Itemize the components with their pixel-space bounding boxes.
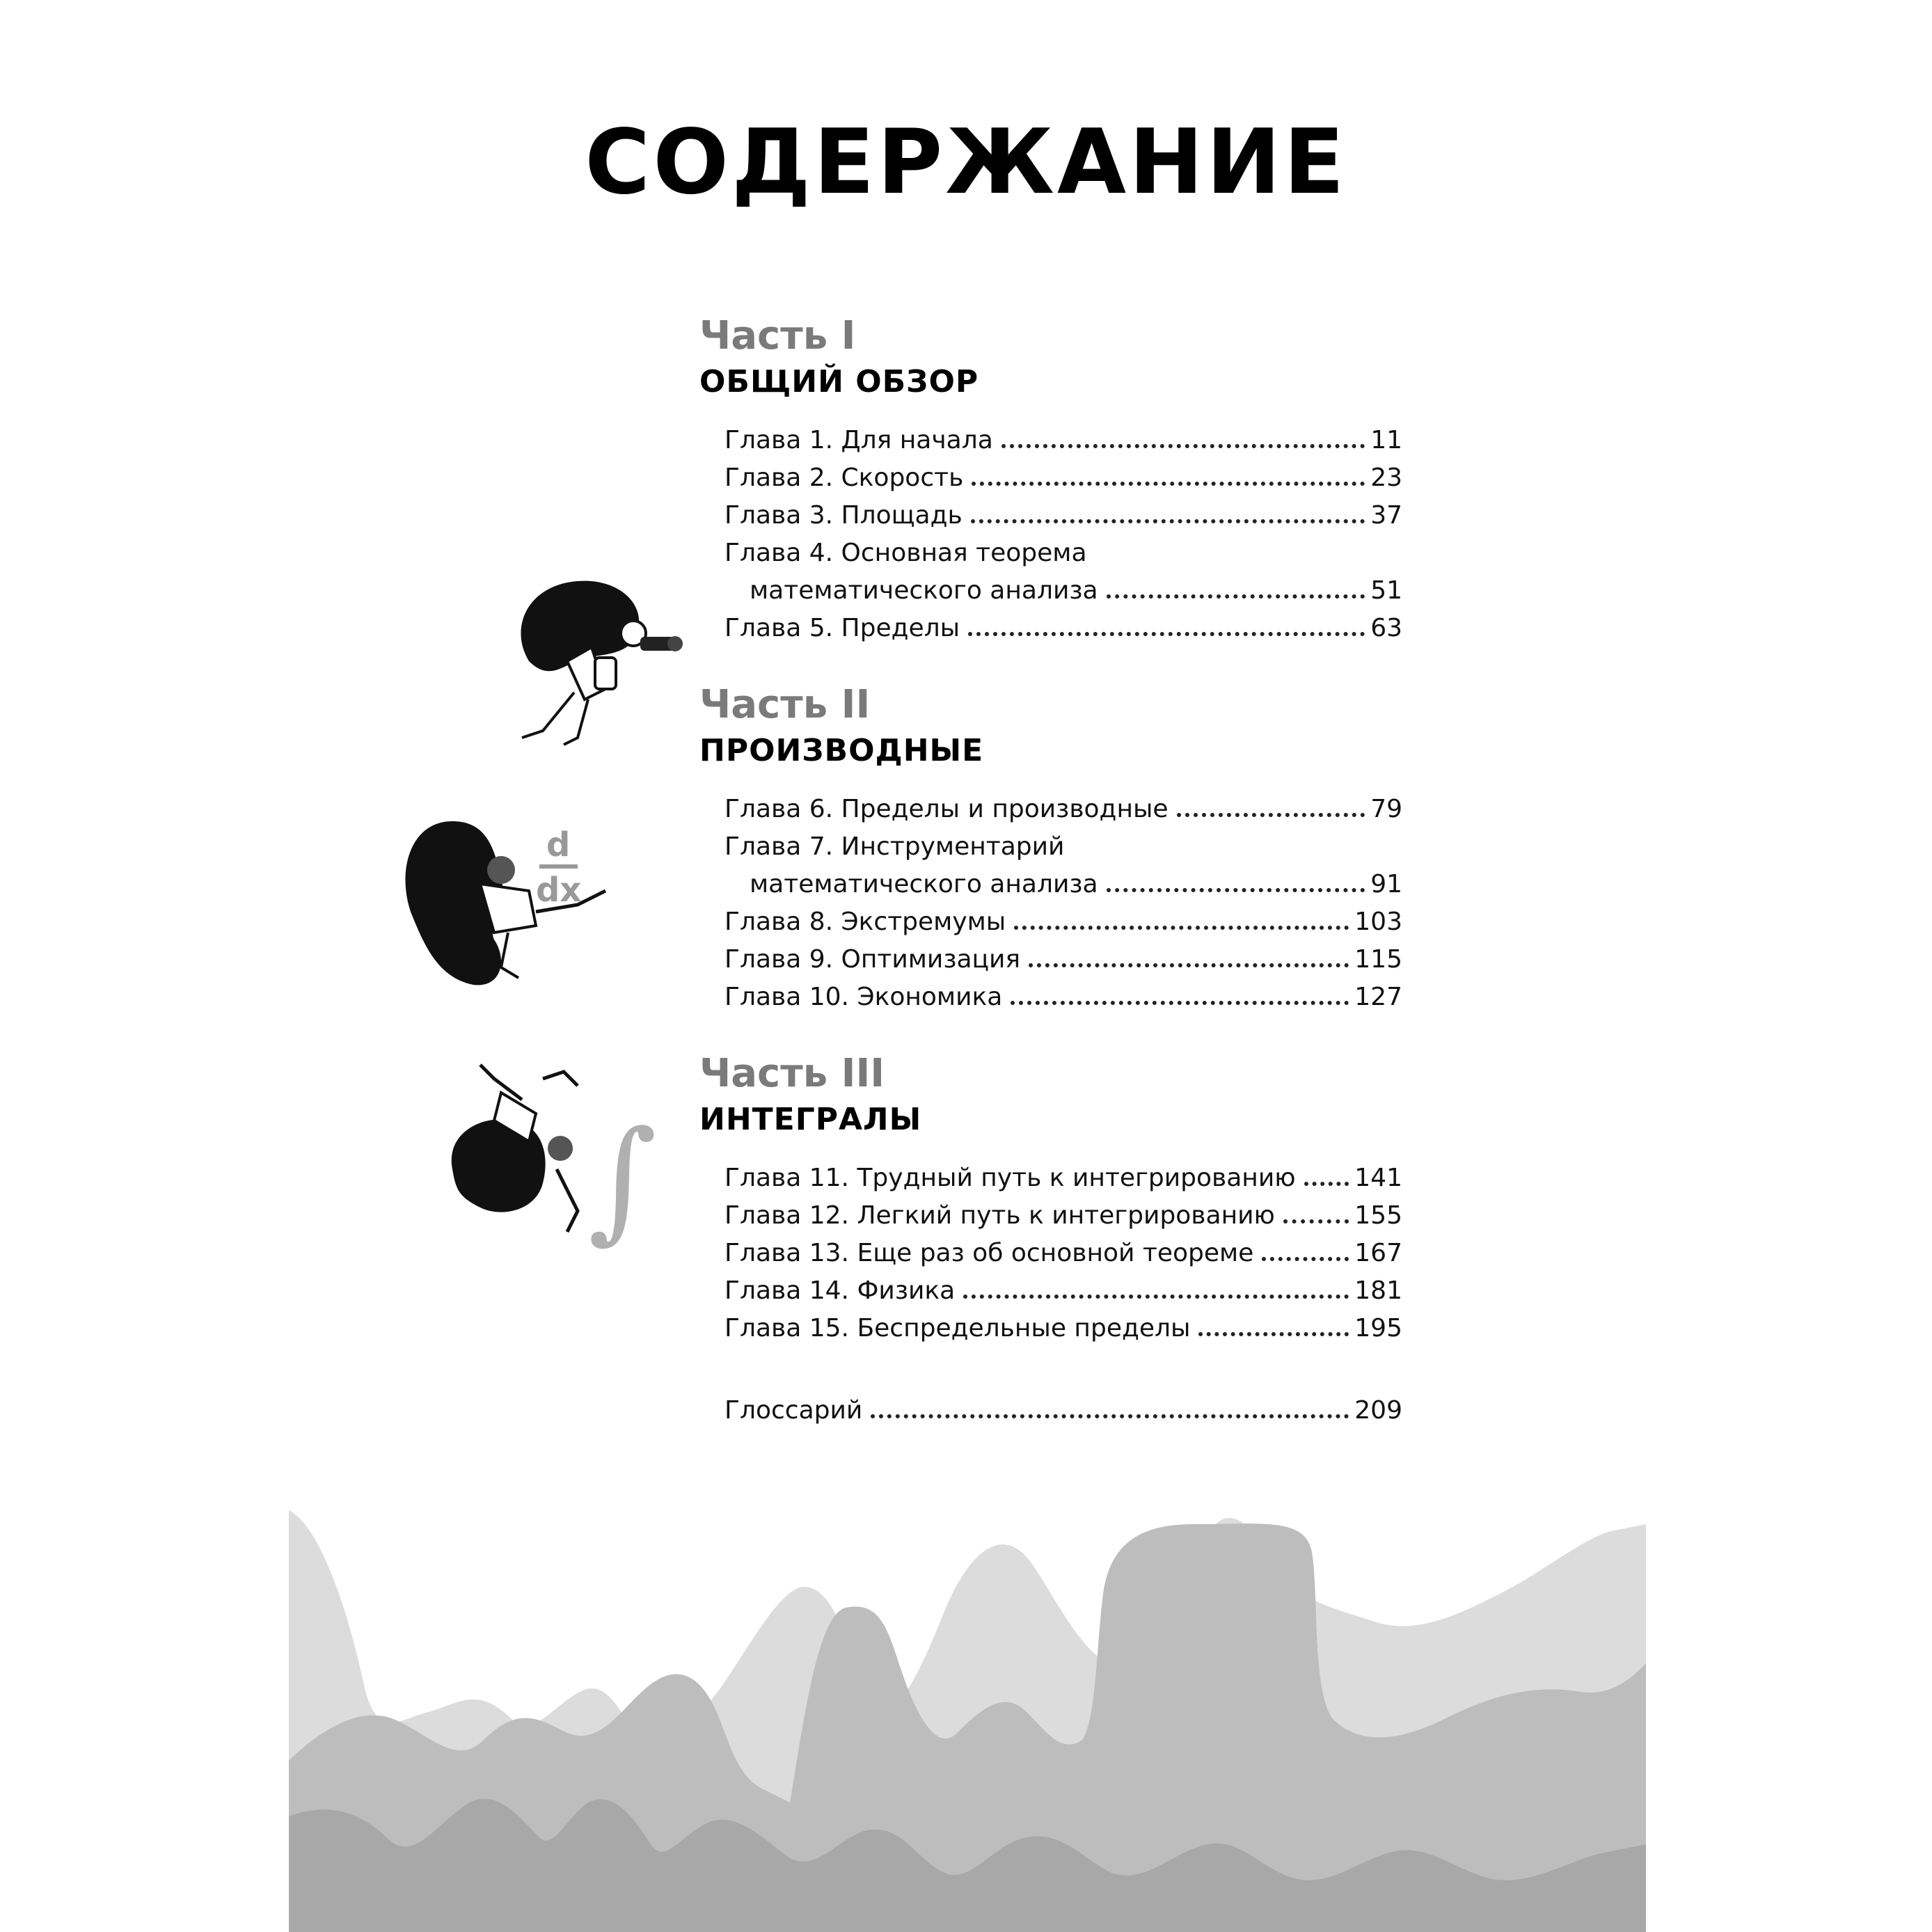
page-number: 103 bbox=[1354, 908, 1402, 936]
chapter-title: Глава 14. Физика bbox=[724, 1276, 956, 1305]
chapter-title: Глава 15. Беспредельные пределы bbox=[724, 1314, 1191, 1343]
part-title: ОБЩИЙ ОБЗОР bbox=[699, 364, 979, 399]
part-block-3 bbox=[699, 1051, 1402, 1343]
part-block-1 bbox=[699, 313, 1402, 642]
dot-leader bbox=[871, 1414, 1349, 1418]
part-label: Часть II bbox=[699, 682, 871, 727]
page-number: 167 bbox=[1354, 1239, 1402, 1267]
part-label: Часть I bbox=[699, 313, 856, 358]
toc-entry[interactable] bbox=[724, 1153, 1402, 1191]
integral-symbol: ∫ bbox=[588, 1102, 657, 1253]
toc-entry[interactable] bbox=[724, 1266, 1402, 1304]
toc-entry[interactable] bbox=[724, 453, 1402, 491]
toc-entry-multiline[interactable] bbox=[724, 822, 1402, 897]
toc-entry[interactable] bbox=[724, 1304, 1402, 1341]
chapter-title: Глава 2. Скорость bbox=[724, 464, 964, 492]
derivative-symbol-bottom: dx bbox=[536, 871, 582, 910]
chapter-title: Глава 12. Легкий путь к интегрированию bbox=[724, 1201, 1275, 1230]
page-number: 155 bbox=[1354, 1201, 1402, 1230]
chapter-title: Глава 1. Для начала bbox=[724, 426, 993, 454]
chapter-title: Глава 4. Основная теорема bbox=[724, 539, 1087, 567]
chapter-title: Глава 5. Пределы bbox=[724, 614, 960, 642]
dot-leader bbox=[1011, 1001, 1349, 1005]
page-number: 127 bbox=[1354, 983, 1402, 1011]
character-derivative-illustration bbox=[397, 814, 626, 995]
toc-entry[interactable] bbox=[724, 784, 1402, 822]
dot-leader bbox=[1198, 1332, 1349, 1336]
dot-leader bbox=[1107, 888, 1365, 892]
dot-leader bbox=[1262, 1257, 1349, 1261]
glossary-title: Глоссарий bbox=[724, 1396, 863, 1425]
dot-leader bbox=[1001, 444, 1365, 448]
chapter-title-continued: математического анализа bbox=[750, 870, 1098, 898]
derivative-symbol-top: d bbox=[546, 825, 571, 864]
page-number: 181 bbox=[1354, 1276, 1402, 1305]
chapter-list bbox=[724, 415, 1402, 641]
chapter-title: Глава 8. Экстремумы bbox=[724, 908, 1006, 936]
page-number: 37 bbox=[1370, 501, 1402, 530]
dot-leader bbox=[1029, 963, 1349, 967]
toc-entry[interactable] bbox=[724, 603, 1402, 641]
part-title: ИНТЕГРАЛЫ bbox=[699, 1102, 922, 1137]
page-number: 79 bbox=[1370, 795, 1402, 823]
toc-entry[interactable] bbox=[724, 415, 1402, 453]
toc-entry[interactable] bbox=[724, 1191, 1402, 1228]
toc-entry[interactable] bbox=[724, 491, 1402, 528]
page-number: 195 bbox=[1354, 1314, 1402, 1343]
page-number: 23 bbox=[1370, 464, 1402, 492]
chapter-title: Глава 10. Экономика bbox=[724, 983, 1003, 1011]
dot-leader bbox=[1177, 813, 1365, 817]
toc-entry-glossary[interactable] bbox=[724, 1386, 1402, 1423]
dot-leader bbox=[971, 519, 1365, 523]
toc-entry[interactable] bbox=[724, 935, 1402, 972]
toc-entry[interactable] bbox=[724, 897, 1402, 935]
part-block-2 bbox=[699, 682, 1402, 1011]
page-number: 141 bbox=[1354, 1164, 1402, 1192]
character-explorer-illustration bbox=[501, 571, 710, 752]
decorative-mountains bbox=[289, 1510, 1646, 1932]
dot-leader bbox=[972, 482, 1365, 486]
toc-entry[interactable] bbox=[724, 1228, 1402, 1266]
page-number: 11 bbox=[1370, 426, 1402, 454]
chapter-title: Глава 3. Площадь bbox=[724, 501, 963, 530]
page-number: 91 bbox=[1370, 870, 1402, 898]
dot-leader bbox=[1283, 1219, 1349, 1224]
toc-entry[interactable] bbox=[724, 972, 1402, 1010]
chapter-list bbox=[724, 1153, 1402, 1341]
page-number: 51 bbox=[1370, 576, 1402, 605]
part-title: ПРОИЗВОДНЫЕ bbox=[699, 733, 984, 768]
glossary-list bbox=[724, 1386, 1402, 1423]
table-of-contents bbox=[699, 313, 1402, 1425]
dot-leader bbox=[963, 1294, 1349, 1299]
dot-leader bbox=[1014, 926, 1349, 930]
chapter-title-continued: математического анализа bbox=[750, 576, 1098, 605]
chapter-title: Глава 13. Еще раз об основной теореме bbox=[724, 1239, 1254, 1267]
page-title: СОДЕРЖАНИЕ bbox=[585, 111, 1347, 214]
dot-leader bbox=[968, 632, 1365, 636]
chapter-title: Глава 9. Оптимизация bbox=[724, 945, 1021, 974]
character-integral-illustration bbox=[438, 1051, 675, 1253]
page-number: 115 bbox=[1354, 945, 1402, 974]
chapter-title: Глава 7. Инструментарий bbox=[724, 832, 1065, 861]
chapter-title: Глава 6. Пределы и производные bbox=[724, 795, 1169, 823]
chapter-list bbox=[724, 784, 1402, 1010]
dot-leader bbox=[1107, 594, 1365, 599]
dot-leader bbox=[1304, 1182, 1349, 1186]
toc-entry-multiline[interactable] bbox=[724, 528, 1402, 603]
part-label: Часть III bbox=[699, 1051, 885, 1096]
chapter-title: Глава 11. Трудный путь к интегрированию bbox=[724, 1164, 1296, 1192]
page-number: 209 bbox=[1354, 1396, 1402, 1425]
page-number: 63 bbox=[1370, 614, 1402, 642]
